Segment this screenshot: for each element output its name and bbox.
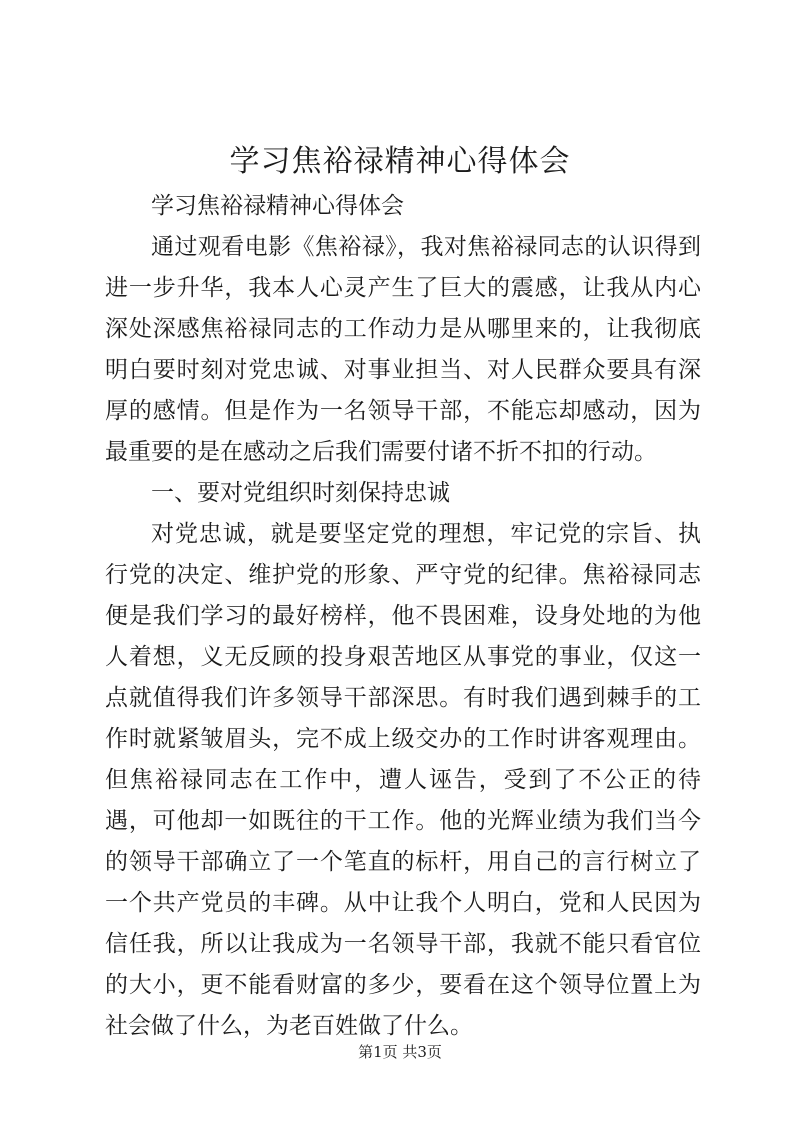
- document-body: [105, 186, 701, 1047]
- paragraph-intro: 通过观看电影《焦裕禄》，我对焦裕禄同志的认识得到进一步升华，我本人心灵产生了巨大的震感，让我从内心深处深感焦裕禄同志的工作动力是从哪里来的，让我彻底明白要时刻对党忠诚、对事业担当、对人民群众要具有深厚的感情。但是作为一名领导干部，不能忘却感动，因为最重要的是在感动之后我们需要付诸不折不扣的行动。: [105, 234, 701, 465]
- document-title: 学习焦裕禄精神心得体会: [229, 144, 571, 179]
- paragraph-subtitle: 学习焦裕禄精神心得体会: [151, 193, 404, 219]
- section-heading: 一、要对党组织时刻保持忠诚: [151, 480, 450, 506]
- page-footer: 第1页 共3页: [358, 1043, 442, 1061]
- paragraph-section-body: 对党忠诚，就是要坚定党的理想，牢记党的宗旨、执行党的决定、维护党的形象、严守党的纪律。焦裕禄同志便是我们学习的最好榜样，他不畏困难，设身处地的为他人着想，义无反顾的投身艰苦地区从事党的事业，仅这一点就值得我们许多领导干部深思。有时我们遇到棘手的工作时就紧皱眉头，完不成上级交办的工作时讲客观理由。但焦裕禄同志在工作中，遭人诬告，受到了不公正的待遇，可他却一如既往的干工作。他的光辉业绩为我们当今的领导干部确立了一个笔直的标杆，用自己的言行树立了一个共产党员的丰碑。从中让我个人明白，党和人民因为信任我，所以让我成为一名领导干部，我就不能只看官位的大小，更不能看财富的多少，要看在这个领导位置上为社会做了什么，为老百姓做了什么。: [105, 521, 701, 1039]
